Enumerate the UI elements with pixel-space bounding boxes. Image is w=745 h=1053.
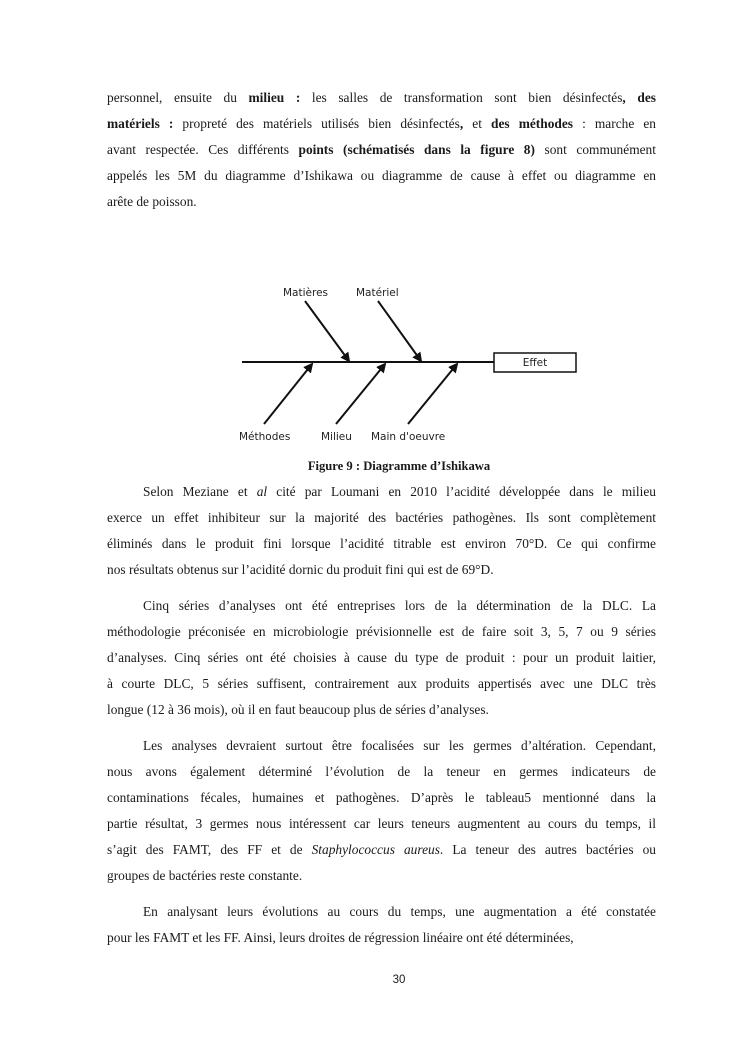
milieu-label: Milieu	[321, 431, 352, 443]
text-line	[107, 619, 656, 645]
text-run: les salles de transformation sont bien désinfectés	[300, 90, 623, 105]
text-run: appelés les 5M du diagramme d’Ishikawa ou diagramme de cause à effet ou diagramme en	[107, 168, 656, 183]
text-run: Les analyses devraient surtout être focalisées sur les germes d’altération. Cependant,	[143, 738, 656, 753]
methodes-label: Méthodes	[239, 431, 291, 443]
text-line	[107, 837, 656, 863]
materiel-arrow	[378, 301, 421, 361]
text-run: personnel, ensuite du	[107, 90, 249, 105]
main-doeuvre-label: Main d'oeuvre	[371, 431, 446, 443]
text-run: . La teneur des autres bactéries ou	[439, 842, 656, 857]
materiel-label: Matériel	[356, 287, 399, 299]
text-run: Selon Meziane et	[143, 484, 257, 499]
text-run: cité par Loumani en 2010 l’acidité développée dans le milieu	[267, 484, 656, 499]
text-line	[107, 863, 656, 889]
text-run: méthodologie préconisée en microbiologie prévisionnelle est de faire soit 3, 5, 7 ou 9 séries	[107, 624, 656, 639]
text-run: nos résultats obtenus sur l’acidité dornic du produit fini qui est de 69°D.	[107, 562, 494, 577]
ishikawa-diagram	[0, 0, 745, 460]
text-line	[107, 759, 656, 785]
text-line	[107, 697, 656, 723]
methodes-arrow	[264, 364, 312, 424]
paragraph-series	[107, 593, 656, 723]
text-run: ,	[459, 116, 464, 131]
text-run: et	[463, 116, 492, 131]
paragraph-evolution	[107, 899, 656, 951]
text-run: Cinq séries d’analyses ont été entreprises lors de la détermination de la DLC. La	[143, 598, 656, 613]
text-line	[107, 505, 656, 531]
text-line	[107, 531, 656, 557]
text-run: arête de poisson.	[107, 194, 197, 209]
milieu-arrow	[336, 364, 385, 424]
text-line	[107, 645, 656, 671]
text-line	[107, 479, 656, 505]
paragraph-meziane	[107, 479, 656, 583]
text-run: En analysant leurs évolutions au cours du temps, une augmentation a été constatée	[143, 904, 656, 919]
text-run: nous avons également déterminé l’évolution de la teneur en germes indicateurs de	[107, 764, 656, 779]
text-run: sont communément	[534, 142, 656, 157]
text-line	[107, 593, 656, 619]
page-number: 30	[392, 974, 406, 986]
text-run: éliminés dans le produit fini lorsque l’acidité titrable est environ 70°D. Ce qui confirme	[107, 536, 656, 551]
matieres-arrow	[305, 301, 349, 361]
text-run: contaminations fécales, humaines et pathogènes. D’après le tableau5 mentionné dans la	[107, 790, 656, 805]
text-run: à courte DLC, 5 séries suffisent, contrairement aux produits appertisés avec une DLC très	[107, 676, 656, 691]
text-line	[107, 733, 656, 759]
text-run: matériels :	[107, 116, 174, 131]
text-run: al	[256, 484, 268, 499]
figure-caption: Figure 9 : Diagramme d’Ishikawa	[307, 459, 491, 473]
text-run: d’analyses. Cinq séries ont été choisies à cause du type de produit : pour un produit laitier,	[107, 650, 656, 665]
text-run: Staphylococcus aureus	[311, 842, 440, 857]
paragraph-germes	[107, 733, 656, 889]
text-run: groupes de bactéries reste constante.	[107, 868, 303, 883]
text-run: points (schématisés dans la figure 8)	[298, 142, 535, 157]
text-line	[107, 925, 656, 951]
text-run: : marche en	[573, 116, 656, 131]
text-run: , des	[622, 90, 656, 105]
text-run: exerce un effet inhibiteur sur la majorité des bactéries pathogènes. Ils sont complètement	[107, 510, 656, 525]
text-run: partie résultat, 3 germes nous intéressent car leurs teneurs augmentent au cours du temps, il	[107, 816, 656, 831]
matieres-label: Matières	[283, 287, 329, 299]
text-run: longue (12 à 36 mois), où il en faut beaucoup plus de séries d’analyses.	[107, 702, 489, 717]
text-run: avant respectée. Ces différents	[107, 142, 299, 157]
effet-label: Effet	[522, 357, 548, 369]
text-run: s’agit des FAMT, des FF et de	[107, 842, 312, 857]
text-run: propreté des matériels utilisés bien désinfectés	[173, 116, 460, 131]
text-line	[107, 811, 656, 837]
text-run: milieu :	[248, 90, 301, 105]
main-doeuvre-arrow	[408, 364, 457, 424]
text-line	[107, 785, 656, 811]
text-line	[107, 557, 656, 583]
text-run: des méthodes	[491, 116, 573, 131]
text-run: pour les FAMT et les FF. Ainsi, leurs droites de régression linéaire ont été déterminées,	[107, 930, 574, 945]
text-line	[107, 899, 656, 925]
text-line	[107, 671, 656, 697]
